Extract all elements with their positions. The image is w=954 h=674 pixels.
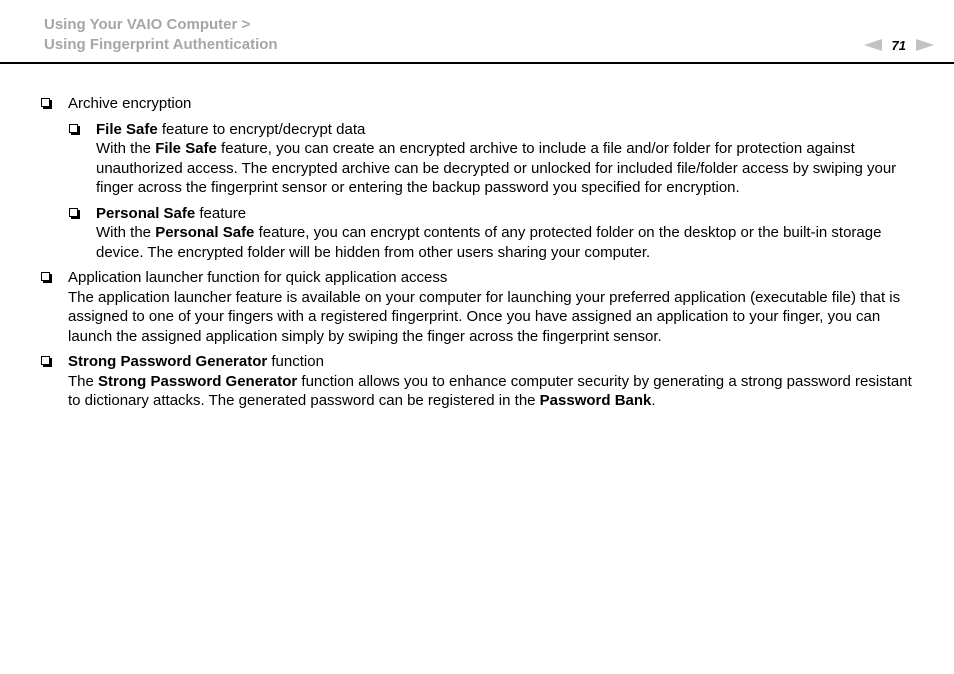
header-divider: [0, 62, 954, 64]
breadcrumb-parent[interactable]: Using Your VAIO Computer >: [44, 16, 251, 33]
checkbox-bullet-icon: [69, 124, 78, 133]
desc-text: feature, you can encrypt contents of any protected folder on the desktop or the built-in storage device. The encrypted folder will be hidden from other users sharing your computer.: [96, 224, 882, 261]
previous-page-arrow-icon[interactable]: [864, 39, 882, 51]
list-item-description: The application launcher feature is available on your computer for launching your preferred application (executable file) that is assigned to one of your fingers with a registered fingerprint. Once you have assigned an application to your finger, you can launch the assigned application simply by swiping the finger across the fingerprint sensor.: [68, 288, 901, 345]
title-rest: feature to encrypt/decrypt data: [157, 120, 366, 138]
term-strong-password-generator: Strong Password Generator: [98, 372, 298, 390]
checkbox-bullet-icon: [69, 208, 78, 217]
list-item-title: Application launcher function for quick application access: [68, 269, 448, 286]
desc-text: With the: [96, 140, 156, 157]
desc-text: function allows you to enhance computer security by generating a strong password resistant to dictionary attacks. The generated password can be registered in the: [68, 372, 912, 409]
list-item-archive-encryption: [40, 94, 920, 262]
sublist-item-title: [96, 120, 920, 140]
sublist-item-description: [96, 139, 920, 198]
term-strong-password-generator: Strong Password Generator: [68, 353, 268, 370]
term-file-safe: File Safe: [155, 140, 217, 157]
breadcrumb-current: Using Fingerprint Authentication: [44, 36, 278, 53]
term-personal-safe: Personal Safe: [96, 204, 196, 222]
sublist-item-description: [96, 223, 920, 262]
sublist-item-title: [96, 204, 920, 224]
checkbox-bullet-icon: [41, 98, 50, 107]
sublist-item-file-safe: [68, 120, 920, 198]
breadcrumb: [44, 15, 278, 55]
desc-text: The: [68, 372, 99, 390]
page-content: [40, 94, 920, 417]
checkbox-bullet-icon: [41, 272, 50, 281]
list-item-application-launcher: [40, 268, 920, 346]
list-item-title: Archive encryption: [68, 95, 192, 112]
page-navigation: [864, 35, 934, 55]
title-rest: feature: [195, 204, 247, 222]
sublist-item-personal-safe: [68, 204, 920, 263]
checkbox-bullet-icon: [41, 356, 50, 365]
term-file-safe: File Safe: [96, 120, 158, 138]
list-item-title: [68, 352, 920, 372]
desc-text: feature, you can create an encrypted archive to include a file and/or folder for protection against unauthorized access. The encrypted archive can be decrypted or unlocked for included file/folder access by swiping your finger across the fingerprint sensor or entering the backup password you specified for encryption.: [96, 140, 897, 196]
page-header: [0, 0, 954, 64]
list-item-strong-password-generator: [40, 352, 920, 411]
term-personal-safe: Personal Safe: [155, 224, 255, 241]
next-page-arrow-icon[interactable]: [916, 39, 934, 51]
list-item-description: [68, 372, 920, 411]
title-rest: function: [267, 353, 324, 370]
sublist: [68, 120, 920, 263]
desc-text: .: [651, 392, 656, 409]
term-password-bank: Password Bank: [539, 392, 652, 409]
desc-text: With the: [96, 224, 156, 241]
page-number: 71: [891, 37, 906, 53]
